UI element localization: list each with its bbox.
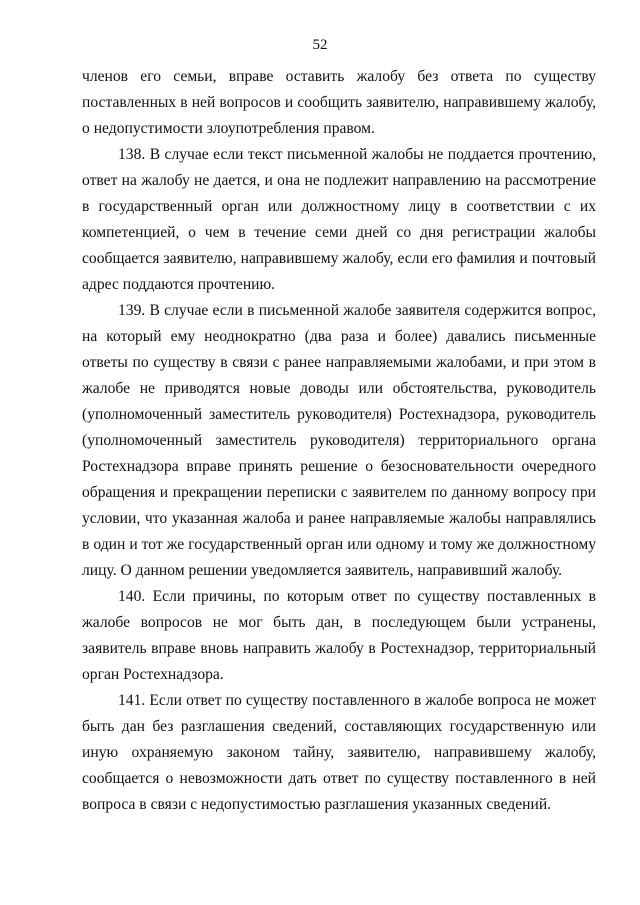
paragraph-141: 141. Если ответ по существу поставленного в жалобе вопроса не может быть дан без разглашения сведений, составляющих государственную или иную охраняемую законом тайну, заявителю, направившему жалобу, сообщается о невозможности дать ответ по существу поставленного в ней вопроса в связи с недопустимостью разглашения указанных сведений. xyxy=(82,692,596,813)
page-number: 52 xyxy=(312,37,328,53)
document-body xyxy=(82,64,596,818)
paragraph-138: 138. В случае если текст письменной жалобы не поддается прочтению, ответ на жалобу не дается, и она не подлежит направлению на рассмотрение в государственный орган или должностному лицу в соответствии с их компетенцией, о чем в течение семи дней со дня регистрации жалобы сообщается заявителю, направившему жалобу, если его фамилия и почтовый адрес поддаются прочтению. xyxy=(82,146,596,293)
paragraph-140: 140. Если причины, по которым ответ по существу поставленных в жалобе вопросов не мог быть дан, в последующем были устранены, заявитель вправе вновь направить жалобу в Ростехнадзор, территориальный орган Ростехнадзора. xyxy=(82,588,596,683)
paragraph-139: 139. В случае если в письменной жалобе заявителя содержится вопрос, на который ему неоднократно (два раза и более) давались письменные ответы по существу в связи с ранее направляемыми жалобами, и при этом в жалобе не приводятся новые доводы или обстоятельства, руководитель (уполномоченный заместитель руководителя) Ростехнадзора, руководитель (уполномоченный заместитель руководителя) территориального органа Ростехнадзора вправе принять решение о безосновательности очередного обращения и прекращении переписки с заявителем по данному вопросу при условии, что указанная жалоба и ранее направляемые жалобы направлялись в один и тот же государственный орган или одному и тому же должностному лицу. О данном решении уведомляется заявитель, направивший жалобу. xyxy=(82,302,596,579)
paragraph-continuation: членов его семьи, вправе оставить жалобу без ответа по существу поставленных в ней вопросов и сообщить заявителю, направившему жалобу, о недопустимости злоупотребления правом. xyxy=(82,68,596,137)
